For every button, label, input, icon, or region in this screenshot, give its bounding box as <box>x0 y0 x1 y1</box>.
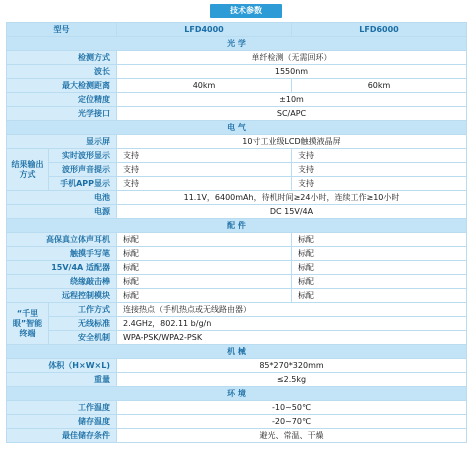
spec-label: 重量 <box>7 373 117 387</box>
spec-value-lfd6000: 标配 <box>292 247 467 261</box>
spec-label: 电池 <box>7 191 117 205</box>
spec-row <box>7 317 467 331</box>
section-mechanical-row <box>7 345 467 359</box>
spec-row <box>7 275 467 289</box>
spec-label: 定位精度 <box>7 93 117 107</box>
spec-value-lfd4000: 支持 <box>117 177 292 191</box>
section-accessories: 配 件 <box>7 219 467 233</box>
spec-value-lfd4000: 标配 <box>117 275 292 289</box>
section-environment-row <box>7 387 467 401</box>
spec-value: -10~50℃ <box>117 401 467 415</box>
spec-value: ±10m <box>117 93 467 107</box>
section-mechanical: 机 械 <box>7 345 467 359</box>
spec-value: ≤2.5kg <box>117 373 467 387</box>
spec-row <box>7 177 467 191</box>
spec-label: 波长 <box>7 65 117 79</box>
spec-row <box>7 163 467 177</box>
spec-value: 11.1V，6400mAh，待机时间≥24小时，连续工作≥10小时 <box>117 191 467 205</box>
spec-label: 储存温度 <box>7 415 117 429</box>
spec-row <box>7 135 467 149</box>
spec-label: 体积（H×W×L) <box>7 359 117 373</box>
spec-label: 高保真立体声耳机 <box>7 233 117 247</box>
section-optical-row <box>7 37 467 51</box>
spec-value: SC/APC <box>117 107 467 121</box>
spec-table <box>6 22 467 443</box>
spec-label: 最大检测距离 <box>7 79 117 93</box>
spec-value-lfd6000: 支持 <box>292 149 467 163</box>
spec-value-lfd6000: 标配 <box>292 261 467 275</box>
output-group-label: 结果输出方式 <box>7 149 49 191</box>
spec-label: 手机APP显示 <box>49 177 117 191</box>
spec-value-lfd4000: 标配 <box>117 233 292 247</box>
model-header-row <box>7 23 467 37</box>
spec-row <box>7 107 467 121</box>
spec-label: 远程控制模块 <box>7 289 117 303</box>
spec-value-lfd4000: 标配 <box>117 289 292 303</box>
model-lfd4000: LFD4000 <box>117 23 292 37</box>
spec-label: 无线标准 <box>49 317 117 331</box>
spec-row <box>7 289 467 303</box>
spec-title: 技术参数 <box>210 4 282 18</box>
spec-label: 实时波形显示 <box>49 149 117 163</box>
spec-label: 电源 <box>7 205 117 219</box>
section-environment: 环 境 <box>7 387 467 401</box>
spec-row <box>7 233 467 247</box>
spec-row <box>7 205 467 219</box>
spec-value-lfd6000: 60km <box>292 79 467 93</box>
spec-row <box>7 149 467 163</box>
spec-row <box>7 359 467 373</box>
spec-row <box>7 373 467 387</box>
spec-label: 光学接口 <box>7 107 117 121</box>
terminal-group-label: “千里眼”智能终端 <box>7 303 49 345</box>
spec-value: 85*270*320mm <box>117 359 467 373</box>
spec-value: -20~70℃ <box>117 415 467 429</box>
section-accessories-row <box>7 219 467 233</box>
spec-label: 工作温度 <box>7 401 117 415</box>
spec-label: 触摸手写笔 <box>7 247 117 261</box>
spec-value-lfd6000: 标配 <box>292 233 467 247</box>
spec-label: 安全机制 <box>49 331 117 345</box>
spec-value: 避光、常温、干燥 <box>117 429 467 443</box>
spec-value: 单纤检测（无需回环） <box>117 51 467 65</box>
spec-row <box>7 65 467 79</box>
spec-label: 波形声音提示 <box>49 163 117 177</box>
spec-value-lfd4000: 标配 <box>117 261 292 275</box>
spec-value-lfd6000: 标配 <box>292 275 467 289</box>
spec-row <box>7 93 467 107</box>
spec-row <box>7 429 467 443</box>
model-lfd6000: LFD6000 <box>292 23 467 37</box>
spec-label: 绕缘敲击棒 <box>7 275 117 289</box>
spec-value-lfd4000: 支持 <box>117 163 292 177</box>
spec-value-lfd4000: 40km <box>117 79 292 93</box>
spec-row <box>7 303 467 317</box>
spec-label: 检测方式 <box>7 51 117 65</box>
spec-value: 连接热点（手机热点或无线路由器） <box>117 303 467 317</box>
section-electrical: 电 气 <box>7 121 467 135</box>
spec-row <box>7 51 467 65</box>
spec-value-lfd6000: 支持 <box>292 163 467 177</box>
spec-label: 工作方式 <box>49 303 117 317</box>
spec-value-lfd4000: 标配 <box>117 247 292 261</box>
spec-value: DC 15V/4A <box>117 205 467 219</box>
section-optical: 光 学 <box>7 37 467 51</box>
spec-row <box>7 331 467 345</box>
spec-value-lfd6000: 标配 <box>292 289 467 303</box>
spec-value: 10寸工业级LCD触摸液晶屏 <box>117 135 467 149</box>
spec-row <box>7 261 467 275</box>
spec-row <box>7 247 467 261</box>
spec-label: 15V/4A 适配器 <box>7 261 117 275</box>
spec-value-lfd6000: 支持 <box>292 177 467 191</box>
spec-label: 最佳储存条件 <box>7 429 117 443</box>
spec-value: 1550nm <box>117 65 467 79</box>
spec-row <box>7 415 467 429</box>
spec-row <box>7 79 467 93</box>
model-label: 型号 <box>7 23 117 37</box>
spec-row <box>7 401 467 415</box>
section-electrical-row <box>7 121 467 135</box>
spec-label: 显示屏 <box>7 135 117 149</box>
spec-value: WPA-PSK/WPA2-PSK <box>117 331 467 345</box>
spec-value-lfd4000: 支持 <box>117 149 292 163</box>
spec-row <box>7 191 467 205</box>
spec-value: 2.4GHz，802.11 b/g/n <box>117 317 467 331</box>
